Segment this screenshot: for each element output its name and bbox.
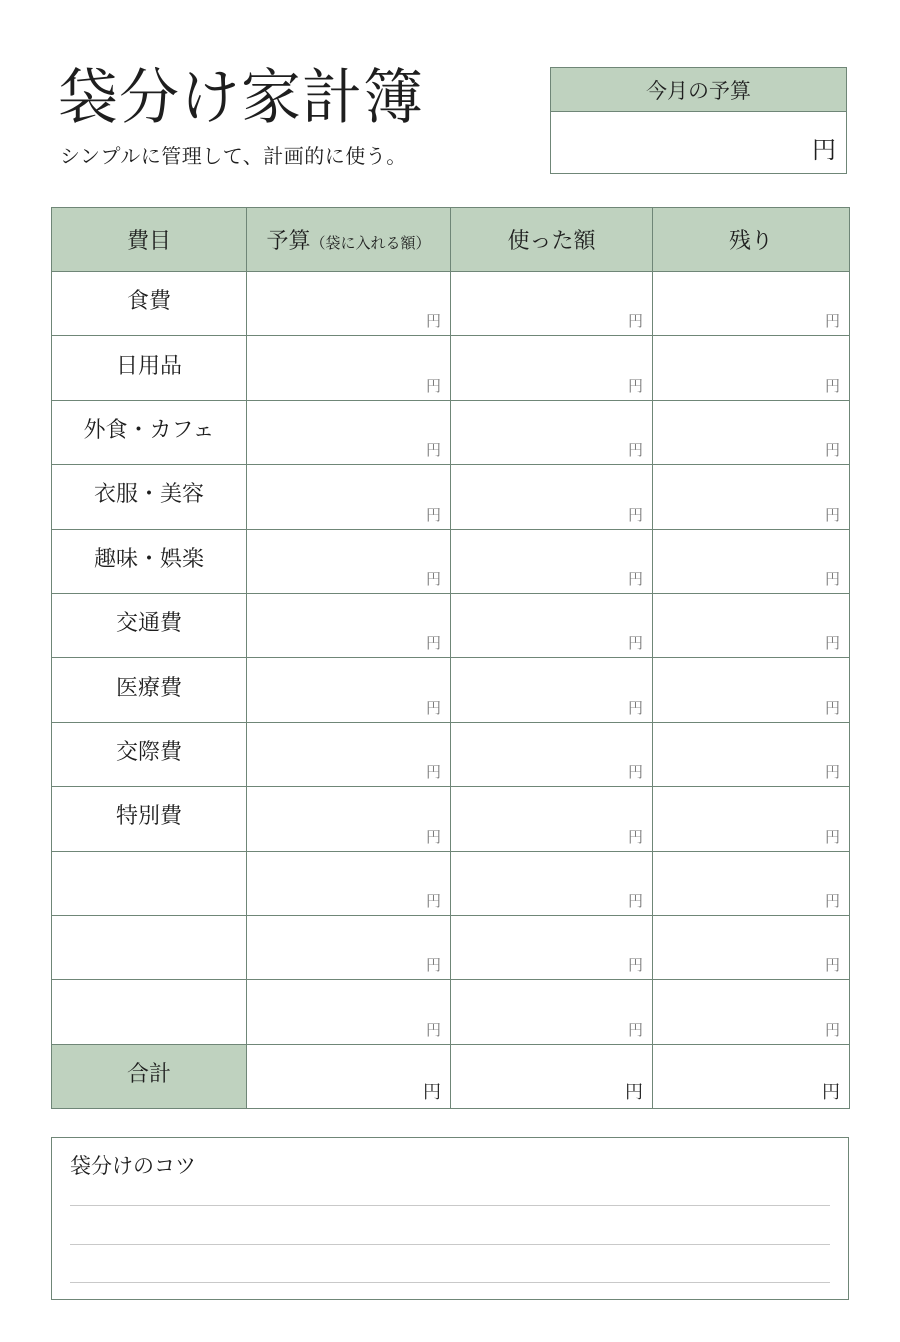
yen-unit: 円 (627, 569, 643, 588)
yen-unit: 円 (425, 1020, 441, 1039)
table-body (52, 272, 850, 1109)
remaining-amount-cell[interactable] (653, 272, 850, 336)
table-row (52, 980, 850, 1044)
column-header-budget-note: （袋に入れる額） (310, 234, 431, 252)
remaining-amount-cell[interactable] (653, 851, 850, 915)
yen-unit: 円 (824, 441, 840, 460)
yen-unit: 円 (627, 441, 643, 460)
category-cell[interactable] (52, 336, 247, 400)
table-row (52, 400, 850, 464)
budget-amount-cell[interactable] (247, 336, 451, 400)
yen-unit: 円 (425, 956, 441, 975)
total-row (52, 1044, 850, 1108)
yen-unit: 円 (425, 505, 441, 524)
yen-unit: 円 (627, 376, 643, 395)
remaining-amount-cell[interactable] (653, 529, 850, 593)
used-amount-cell[interactable] (451, 272, 653, 336)
category-label: 交通費 (115, 611, 182, 637)
yen-unit: 円 (822, 1082, 840, 1104)
remaining-amount-cell[interactable] (653, 980, 850, 1044)
yen-unit: 円 (824, 1020, 840, 1039)
remaining-amount-cell[interactable] (653, 915, 850, 979)
remaining-amount-cell[interactable] (653, 465, 850, 529)
budget-amount-cell[interactable] (247, 980, 451, 1044)
used-amount-cell[interactable] (451, 980, 653, 1044)
table-row (52, 722, 850, 786)
remaining-amount-cell[interactable] (653, 336, 850, 400)
budget-amount-cell[interactable] (247, 272, 451, 336)
table-row (52, 336, 850, 400)
used-amount-cell[interactable] (451, 336, 653, 400)
yen-unit: 円 (824, 827, 840, 846)
yen-unit: 円 (423, 1082, 441, 1104)
yen-unit: 円 (425, 441, 441, 460)
yen-unit: 円 (824, 312, 840, 331)
category-cell[interactable] (52, 980, 247, 1044)
remaining-amount-cell[interactable] (653, 787, 850, 851)
total-budget-amount-cell[interactable] (247, 1044, 451, 1108)
category-label: 趣味・娯楽 (93, 546, 204, 572)
column-header-used: 使った額 (451, 208, 653, 272)
table-row (52, 658, 850, 722)
table-row (52, 851, 850, 915)
column-header-remaining: 残り (653, 208, 850, 272)
category-label: 医療費 (115, 675, 182, 701)
remaining-amount-cell[interactable] (653, 658, 850, 722)
budget-table (51, 207, 850, 1109)
budget-amount-cell[interactable] (247, 400, 451, 464)
table-row (52, 465, 850, 529)
remaining-amount-cell[interactable] (653, 722, 850, 786)
yen-unit: 円 (425, 827, 441, 846)
yen-unit: 円 (627, 505, 643, 524)
yen-unit: 円 (824, 569, 840, 588)
budget-amount-cell[interactable] (247, 722, 451, 786)
yen-unit: 円 (627, 891, 643, 910)
remaining-amount-cell[interactable] (653, 593, 850, 657)
tips-title: 袋分けのコツ (70, 1154, 196, 1178)
table-row (52, 915, 850, 979)
page-title: 袋分け家計簿 (58, 63, 424, 133)
column-header-category: 費目 (52, 208, 247, 272)
used-amount-cell[interactable] (451, 658, 653, 722)
tips-line[interactable] (70, 1205, 830, 1206)
used-amount-cell[interactable] (451, 465, 653, 529)
yen-unit: 円 (824, 376, 840, 395)
category-cell[interactable] (52, 787, 247, 851)
tips-line[interactable] (70, 1244, 830, 1245)
yen-unit: 円 (425, 763, 441, 782)
budget-amount-cell[interactable] (247, 658, 451, 722)
yen-unit: 円 (627, 634, 643, 653)
category-label: 日用品 (115, 353, 182, 379)
category-cell[interactable] (52, 722, 247, 786)
yen-unit: 円 (425, 376, 441, 395)
used-amount-cell[interactable] (451, 593, 653, 657)
yen-unit: 円 (824, 505, 840, 524)
column-header-budget: 予算（袋に入れる額） (247, 208, 451, 272)
budget-amount-cell[interactable] (247, 465, 451, 529)
category-cell[interactable] (52, 272, 247, 336)
category-cell[interactable] (52, 851, 247, 915)
yen-unit: 円 (425, 698, 441, 717)
budget-amount-cell[interactable] (247, 915, 451, 979)
category-cell[interactable] (52, 400, 247, 464)
yen-unit: 円 (824, 956, 840, 975)
yen-unit: 円 (824, 634, 840, 653)
category-label: 特別費 (115, 804, 182, 830)
used-amount-cell[interactable] (451, 915, 653, 979)
tips-line[interactable] (70, 1282, 830, 1283)
total-label: 合計 (126, 1061, 171, 1087)
used-amount-cell[interactable] (451, 787, 653, 851)
table-row (52, 593, 850, 657)
category-cell[interactable] (52, 593, 247, 657)
used-amount-cell[interactable] (451, 722, 653, 786)
total-remaining-amount-cell[interactable] (653, 1044, 850, 1108)
yen-unit: 円 (425, 569, 441, 588)
yen-unit: 円 (425, 312, 441, 331)
category-label: 交際費 (115, 739, 182, 765)
yen-unit: 円 (627, 698, 643, 717)
category-cell[interactable] (52, 529, 247, 593)
tips-box (51, 1137, 849, 1300)
yen-unit: 円 (625, 1082, 643, 1104)
yen-unit: 円 (425, 891, 441, 910)
yen-unit: 円 (627, 956, 643, 975)
category-label: 衣服・美容 (93, 482, 204, 508)
yen-unit: 円 (824, 891, 840, 910)
used-amount-cell[interactable] (451, 529, 653, 593)
yen-unit: 円 (627, 827, 643, 846)
category-label: 食費 (126, 289, 171, 315)
used-amount-cell[interactable] (451, 851, 653, 915)
yen-unit: 円 (425, 634, 441, 653)
yen-unit: 円 (627, 763, 643, 782)
category-cell[interactable] (52, 465, 247, 529)
used-amount-cell[interactable] (451, 400, 653, 464)
category-label: 外食・カフェ (83, 417, 215, 443)
yen-unit: 円 (627, 1020, 643, 1039)
budget-amount-cell[interactable] (247, 593, 451, 657)
total-label-cell (52, 1044, 247, 1108)
category-cell[interactable] (52, 915, 247, 979)
monthly-budget-label: 今月の予算 (551, 68, 846, 112)
category-cell[interactable] (52, 658, 247, 722)
yen-unit: 円 (824, 698, 840, 717)
remaining-amount-cell[interactable] (653, 400, 850, 464)
table-row (52, 529, 850, 593)
page-subtitle: シンプルに管理して、計画的に使う。 (60, 144, 407, 168)
table-row (52, 787, 850, 851)
budget-amount-cell[interactable] (247, 851, 451, 915)
budget-amount-cell[interactable] (247, 529, 451, 593)
yen-unit: 円 (824, 763, 840, 782)
monthly-budget-box (550, 67, 847, 174)
table-header-row (52, 208, 850, 272)
table-row (52, 272, 850, 336)
budget-amount-cell[interactable] (247, 787, 451, 851)
monthly-budget-unit: 円 (812, 136, 836, 164)
yen-unit: 円 (627, 312, 643, 331)
monthly-budget-field[interactable] (551, 112, 846, 173)
total-used-amount-cell[interactable] (451, 1044, 653, 1108)
